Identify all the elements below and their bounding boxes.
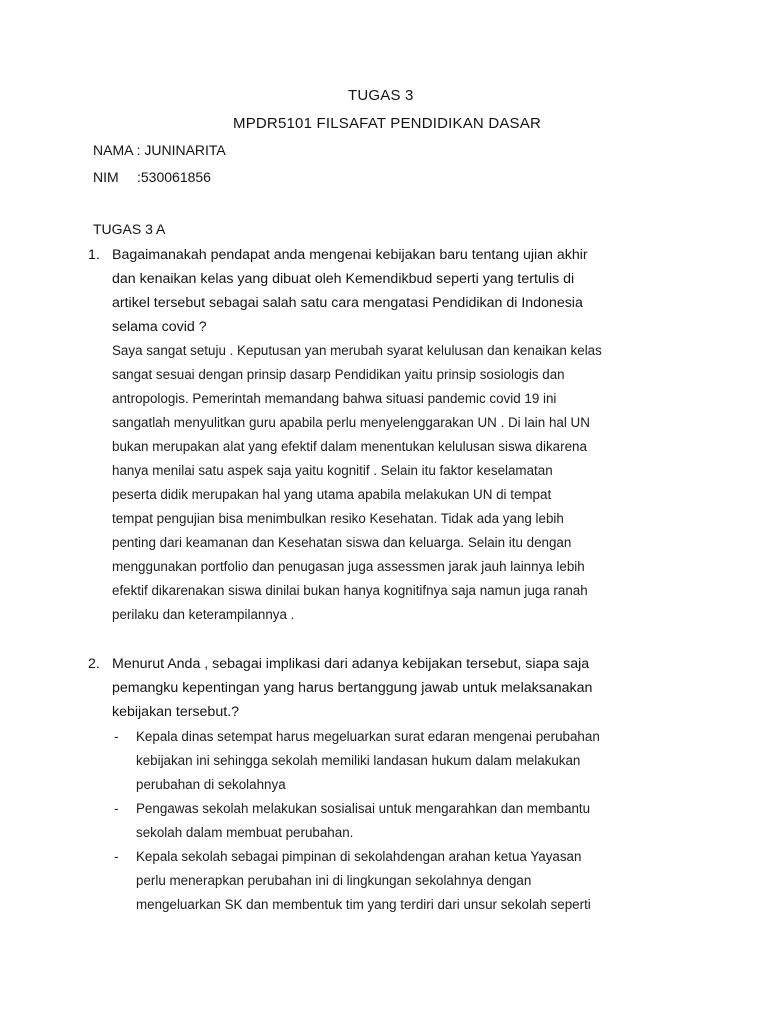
bullet-1-line: Kepala dinas setempat harus megeluarkan surat edaran mengenai perubahan	[136, 729, 600, 744]
student-nim-label: NIM	[93, 169, 119, 185]
question-2-line: kebijakan tersebut.?	[112, 704, 239, 720]
answer-1-line: peserta didik merupakan hal yang utama apabila melakukan UN di tempat	[112, 487, 552, 502]
student-name: NAMA : JUNINARITA	[93, 142, 226, 158]
document-title: TUGAS 3	[348, 87, 414, 104]
bullet-marker: -	[114, 729, 119, 744]
question-1-number: 1.	[88, 247, 100, 263]
bullet-2-line: Pengawas sekolah melakukan sosialisai untuk mengarahkan dan membantu	[136, 801, 591, 816]
answer-1-line: Saya sangat setuju . Keputusan yan merubah syarat kelulusan dan kenaikan kelas	[112, 343, 602, 358]
question-2-line: pemangku kepentingan yang harus bertanggung jawab untuk melaksanakan	[112, 680, 593, 696]
question-1-line: selama covid ?	[112, 319, 207, 335]
bullet-marker: -	[114, 849, 119, 864]
answer-1-line: hanya menilai satu aspek saja yaitu kognitif . Selain itu faktor keselamatan	[112, 463, 553, 478]
answer-1-line: efektif dikarenakan siswa dinilai bukan hanya kognitifnya saja namun juga ranah	[112, 583, 588, 598]
bullet-3-line: Kepala sekolah sebagai pimpinan di sekolahdengan arahan ketua Yayasan	[136, 849, 582, 864]
course-title: MPDR5101 FILSAFAT PENDIDIKAN DASAR	[233, 115, 542, 132]
student-nim-value: :530061856	[137, 169, 211, 185]
answer-1-line: sangatlah menyulitkan guru apabila perlu menyelenggarakan UN . Di lain hal UN	[112, 415, 590, 430]
bullet-3-line: perlu menerapkan perubahan ini di lingkungan sekolahnya dengan	[136, 873, 532, 888]
bullet-1-line: kebijakan ini sehingga sekolah memiliki landasan hukum dalam melakukan	[136, 753, 581, 768]
bullet-1-line: perubahan di sekolahnya	[136, 777, 286, 792]
bullet-marker: -	[114, 801, 119, 816]
answer-1-line: penting dari keamanan dan Kesehatan siswa dan keluarga. Selain itu dengan	[112, 535, 572, 550]
question-2-number: 2.	[88, 656, 100, 672]
bullet-3-line: mengeluarkan SK dan membentuk tim yang terdiri dari unsur sekolah seperti	[136, 897, 591, 912]
question-2-line: Menurut Anda , sebagai implikasi dari adanya kebijakan tersebut, siapa saja	[112, 656, 590, 672]
section-title: TUGAS 3 A	[93, 221, 166, 237]
answer-1-line: menggunakan portfolio dan penugasan juga assessmen jarak jauh lainnya lebih	[112, 559, 585, 574]
bullet-2-line: sekolah dalam membuat perubahan.	[136, 825, 354, 840]
question-1-line: artikel tersebut sebagai salah satu cara mengatasi Pendidikan di Indonesia	[112, 295, 583, 311]
answer-1-line: sangat sesuai dengan prinsip dasarp Pendidikan yaitu prinsip sosiologis dan	[112, 367, 565, 382]
answer-1-line: perilaku dan keterampilannya .	[112, 607, 295, 622]
answer-1-line: bukan merupakan alat yang efektif dalam menentukan kelulusan siswa dikarena	[112, 439, 587, 454]
question-1-line: dan kenaikan kelas yang dibuat oleh Kemendikbud seperti yang tertulis di	[112, 271, 575, 287]
answer-1-line: antropologis. Pemerintah memandang bahwa situasi pandemic covid 19 ini	[112, 391, 557, 406]
question-1-line: Bagaimanakah pendapat anda mengenai kebijakan baru tentang ujian akhir	[112, 247, 588, 263]
answer-1-line: tempat pengujian bisa menimbulkan resiko Kesehatan. Tidak ada yang lebih	[112, 511, 564, 526]
